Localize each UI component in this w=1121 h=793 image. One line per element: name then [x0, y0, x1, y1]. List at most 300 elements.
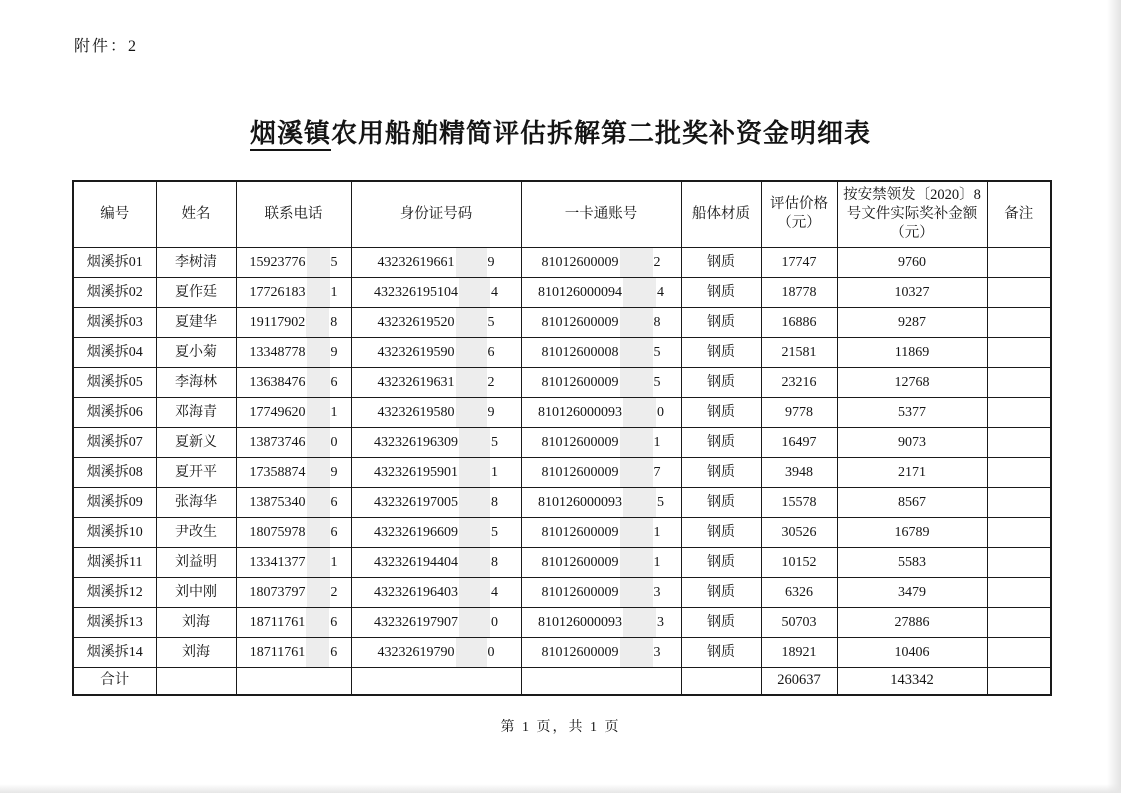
cell-remark: [987, 277, 1051, 307]
cell-remark: [987, 307, 1051, 337]
total-phone-cell: [236, 667, 351, 695]
cell-price: 21581: [761, 337, 837, 367]
cell-subsidy: 10406: [837, 637, 987, 667]
cell-phone: [236, 247, 351, 277]
cell-subsidy: 11869: [837, 337, 987, 367]
redaction-mask: [620, 368, 653, 397]
cell-phone-content: [239, 518, 349, 547]
cell-no: 烟溪拆08: [73, 457, 156, 487]
cell-phone: [236, 487, 351, 517]
cell-remark: [987, 367, 1051, 397]
cell-phone-visible-prefix: 13873746: [249, 434, 306, 450]
total-price: 260637: [761, 667, 837, 695]
page-number: 第 1 页，共 1 页: [500, 720, 621, 735]
cell-no: 烟溪拆10: [73, 517, 156, 547]
cell-id-number-content: [354, 548, 519, 577]
cell-id-number-content: [354, 368, 519, 397]
cell-account-visible-prefix: 81012600009: [541, 464, 619, 480]
cell-account-visible-prefix: 810126000093: [538, 614, 622, 630]
cell-account: [521, 487, 681, 517]
redaction-mask: [459, 488, 490, 517]
cell-phone: [236, 547, 351, 577]
redaction-mask: [456, 398, 487, 427]
redaction-mask: [307, 368, 330, 397]
redaction-mask: [459, 608, 490, 637]
cell-phone: [236, 397, 351, 427]
cell-remark: [987, 517, 1051, 547]
cell-phone-visible-suffix: 0: [330, 434, 338, 450]
cell-phone-visible-prefix: 18711761: [249, 614, 306, 630]
cell-phone-content: [239, 578, 349, 607]
cell-name: 刘益明: [156, 547, 236, 577]
table-footer: [73, 667, 1051, 695]
cell-account: [521, 367, 681, 397]
cell-id-number-visible-prefix: 432326196403: [374, 584, 458, 600]
cell-account-visible-prefix: 810126000093: [538, 404, 622, 420]
cell-phone-content: [239, 278, 349, 307]
cell-phone-visible-prefix: 19117902: [249, 314, 306, 330]
cell-account: [521, 277, 681, 307]
redaction-mask: [456, 338, 487, 367]
cell-account-visible-prefix: 810126000093: [538, 494, 622, 510]
col-header-subsidy: 按安禁领发〔2020〕8号文件实际奖补金额（元）: [837, 181, 987, 247]
cell-id-number-content: [354, 638, 519, 667]
redaction-mask: [307, 248, 330, 277]
redaction-mask: [620, 428, 653, 457]
cell-no: 烟溪拆07: [73, 427, 156, 457]
col-header-account: 一卡通账号: [521, 181, 681, 247]
redaction-mask: [620, 578, 653, 607]
table-row: [73, 517, 1051, 547]
cell-no: 烟溪拆11: [73, 547, 156, 577]
cell-id-number-visible-prefix: 432326197907: [374, 614, 458, 630]
cell-name: 刘海: [156, 607, 236, 637]
cell-id-number-visible-suffix: 0: [491, 614, 498, 630]
cell-phone-visible-prefix: 15923776: [249, 254, 306, 270]
cell-phone-visible-prefix: 17749620: [249, 404, 306, 420]
cell-account-content: [524, 638, 679, 667]
cell-price: 9778: [761, 397, 837, 427]
col-header-name: 姓名: [156, 181, 236, 247]
cell-account-visible-prefix: 81012600009: [541, 524, 619, 540]
cell-phone-content: [239, 428, 349, 457]
cell-account: [521, 517, 681, 547]
redaction-mask: [459, 278, 490, 307]
cell-price: 23216: [761, 367, 837, 397]
redaction-mask: [459, 428, 490, 457]
cell-id-number: [351, 517, 521, 547]
cell-id-number-visible-suffix: 5: [491, 524, 498, 540]
cell-price: 50703: [761, 607, 837, 637]
cell-subsidy: 9760: [837, 247, 987, 277]
redaction-mask: [459, 458, 490, 487]
table-row: [73, 487, 1051, 517]
cell-account-content: [524, 368, 679, 397]
cell-price: 3948: [761, 457, 837, 487]
cell-account-visible-prefix: 81012600009: [541, 254, 619, 270]
cell-account-visible-suffix: 5: [653, 374, 661, 390]
table-row: [73, 607, 1051, 637]
cell-name: 夏建华: [156, 307, 236, 337]
table-row: [73, 427, 1051, 457]
total-id-cell: [351, 667, 521, 695]
cell-phone-visible-prefix: 13875340: [249, 494, 306, 510]
redaction-mask: [456, 308, 487, 337]
cell-phone-visible-prefix: 18075978: [249, 524, 306, 540]
cell-account-visible-suffix: 8: [653, 314, 661, 330]
cell-name: 李海林: [156, 367, 236, 397]
cell-id-number-content: [354, 278, 519, 307]
cell-id-number-visible-suffix: 1: [491, 464, 498, 480]
table-row: [73, 577, 1051, 607]
col-header-phone: 联系电话: [236, 181, 351, 247]
cell-id-number-content: [354, 308, 519, 337]
table-row: [73, 337, 1051, 367]
cell-name: 夏新义: [156, 427, 236, 457]
cell-name: 邓海青: [156, 397, 236, 427]
cell-account-visible-suffix: 1: [653, 524, 661, 540]
cell-id-number-visible-suffix: 6: [487, 344, 495, 360]
cell-name: 夏开平: [156, 457, 236, 487]
cell-phone-content: [239, 368, 349, 397]
cell-id-number-content: [354, 458, 519, 487]
redaction-mask: [620, 458, 653, 487]
cell-id-number: [351, 547, 521, 577]
cell-account-content: [524, 578, 679, 607]
cell-price: 15578: [761, 487, 837, 517]
total-row: [73, 667, 1051, 695]
cell-phone-visible-prefix: 17726183: [249, 284, 306, 300]
cell-account: [521, 337, 681, 367]
cell-id-number-visible-suffix: 4: [491, 584, 498, 600]
cell-price: 10152: [761, 547, 837, 577]
redaction-mask: [620, 308, 653, 337]
redaction-mask: [623, 278, 656, 307]
cell-account-visible-suffix: 0: [657, 404, 664, 420]
cell-phone-visible-prefix: 17358874: [249, 464, 306, 480]
cell-account-visible-suffix: 2: [653, 254, 661, 270]
cell-material: 钢质: [681, 517, 761, 547]
cell-account-visible-prefix: 81012600009: [541, 644, 619, 660]
cell-id-number-visible-prefix: 432326195104: [374, 284, 458, 300]
cell-phone-visible-suffix: 6: [330, 494, 338, 510]
cell-no: 烟溪拆13: [73, 607, 156, 637]
cell-phone: [236, 427, 351, 457]
cell-account-content: [524, 428, 679, 457]
table-row: [73, 277, 1051, 307]
cell-remark: [987, 397, 1051, 427]
cell-no: 烟溪拆12: [73, 577, 156, 607]
cell-material: 钢质: [681, 367, 761, 397]
cell-account-content: [524, 398, 679, 427]
cell-phone-visible-suffix: 8: [330, 314, 338, 330]
table-row: [73, 457, 1051, 487]
cell-account-visible-suffix: 3: [653, 584, 661, 600]
cell-id-number-visible-prefix: 43232619520: [377, 314, 455, 330]
redaction-mask: [456, 248, 487, 277]
cell-id-number-visible-suffix: 5: [491, 434, 498, 450]
cell-no: 烟溪拆09: [73, 487, 156, 517]
total-material-cell: [681, 667, 761, 695]
cell-name: 夏作廷: [156, 277, 236, 307]
cell-phone: [236, 577, 351, 607]
cell-material: 钢质: [681, 397, 761, 427]
cell-subsidy: 2171: [837, 457, 987, 487]
cell-price: 18778: [761, 277, 837, 307]
cell-id-number-content: [354, 608, 519, 637]
cell-id-number-visible-prefix: 43232619790: [377, 644, 455, 660]
cell-account-visible-suffix: 3: [653, 644, 661, 660]
cell-material: 钢质: [681, 307, 761, 337]
redaction-mask: [306, 308, 329, 337]
cell-id-number: [351, 427, 521, 457]
cell-phone-content: [239, 458, 349, 487]
cell-phone-visible-suffix: 6: [330, 374, 338, 390]
cell-no: 烟溪拆05: [73, 367, 156, 397]
table-row: [73, 367, 1051, 397]
cell-phone-visible-prefix: 18073797: [249, 584, 306, 600]
redaction-mask: [623, 488, 656, 517]
cell-id-number: [351, 607, 521, 637]
cell-price: 18921: [761, 637, 837, 667]
cell-id-number-content: [354, 488, 519, 517]
redaction-mask: [307, 338, 330, 367]
cell-name: 夏小菊: [156, 337, 236, 367]
redaction-mask: [459, 578, 490, 607]
cell-id-number: [351, 637, 521, 667]
cell-phone-visible-prefix: 13341377: [249, 554, 306, 570]
redaction-mask: [620, 548, 653, 577]
cell-phone-visible-suffix: 2: [330, 584, 338, 600]
cell-id-number-visible-prefix: 43232619580: [377, 404, 455, 420]
cell-subsidy: 27886: [837, 607, 987, 637]
cell-price: 16497: [761, 427, 837, 457]
cell-no: 烟溪拆03: [73, 307, 156, 337]
page-title-underlined-part: 烟溪镇: [250, 119, 331, 151]
cell-id-number: [351, 247, 521, 277]
cell-phone: [236, 637, 351, 667]
cell-phone: [236, 457, 351, 487]
redaction-mask: [307, 578, 330, 607]
cell-material: 钢质: [681, 577, 761, 607]
cell-phone-content: [239, 638, 349, 667]
subsidy-detail-table: [72, 180, 1052, 696]
cell-id-number-visible-prefix: 432326196609: [374, 524, 458, 540]
cell-remark: [987, 547, 1051, 577]
total-account-cell: [521, 667, 681, 695]
cell-id-number-content: [354, 398, 519, 427]
cell-account: [521, 607, 681, 637]
cell-material: 钢质: [681, 457, 761, 487]
cell-subsidy: 9073: [837, 427, 987, 457]
cell-phone: [236, 607, 351, 637]
redaction-mask: [307, 458, 330, 487]
cell-phone-visible-prefix: 18711761: [249, 644, 306, 660]
cell-phone-visible-prefix: 13348778: [249, 344, 306, 360]
total-label: 合计: [73, 667, 156, 695]
redaction-mask: [306, 608, 329, 637]
cell-phone-content: [239, 608, 349, 637]
redaction-mask: [459, 518, 490, 547]
cell-remark: [987, 337, 1051, 367]
cell-phone: [236, 367, 351, 397]
cell-account: [521, 637, 681, 667]
cell-name: 刘海: [156, 637, 236, 667]
cell-id-number: [351, 277, 521, 307]
cell-material: 钢质: [681, 547, 761, 577]
cell-phone-visible-prefix: 13638476: [249, 374, 306, 390]
cell-account-visible-prefix: 81012600009: [541, 554, 619, 570]
cell-account-visible-prefix: 810126000094: [538, 284, 622, 300]
cell-account-content: [524, 248, 679, 277]
total-subsidy: 143342: [837, 667, 987, 695]
cell-price: 30526: [761, 517, 837, 547]
cell-phone-visible-suffix: 6: [330, 524, 338, 540]
cell-id-number: [351, 307, 521, 337]
col-header-id-number: 身份证号码: [351, 181, 521, 247]
redaction-mask: [623, 608, 656, 637]
cell-remark: [987, 577, 1051, 607]
redaction-mask: [456, 638, 487, 667]
cell-phone-content: [239, 398, 349, 427]
redaction-mask: [623, 398, 656, 427]
cell-material: 钢质: [681, 487, 761, 517]
cell-id-number-visible-suffix: 4: [491, 284, 498, 300]
cell-id-number-visible-suffix: 9: [487, 254, 495, 270]
cell-id-number-visible-suffix: 0: [487, 644, 495, 660]
cell-phone-visible-suffix: 1: [330, 284, 338, 300]
col-header-no: 编号: [73, 181, 156, 247]
redaction-mask: [307, 518, 330, 547]
cell-phone: [236, 337, 351, 367]
cell-account-content: [524, 518, 679, 547]
cell-remark: [987, 487, 1051, 517]
cell-account-visible-suffix: 7: [653, 464, 661, 480]
table-row: [73, 547, 1051, 577]
table-body: [73, 247, 1051, 667]
cell-account-visible-suffix: 3: [657, 614, 664, 630]
cell-remark: [987, 637, 1051, 667]
cell-id-number-visible-suffix: 9: [487, 404, 495, 420]
page-title: [0, 113, 1121, 150]
attachment-label: 附件：2: [74, 38, 139, 55]
cell-account: [521, 577, 681, 607]
redaction-mask: [307, 548, 330, 577]
cell-id-number-content: [354, 428, 519, 457]
cell-account-content: [524, 308, 679, 337]
cell-id-number-content: [354, 578, 519, 607]
cell-subsidy: 9287: [837, 307, 987, 337]
cell-subsidy: 16789: [837, 517, 987, 547]
cell-price: 6326: [761, 577, 837, 607]
cell-account: [521, 547, 681, 577]
cell-account-visible-suffix: 5: [653, 344, 661, 360]
redaction-mask: [307, 488, 330, 517]
cell-phone-visible-suffix: 1: [330, 554, 338, 570]
cell-account: [521, 397, 681, 427]
cell-id-number-content: [354, 248, 519, 277]
cell-account-content: [524, 608, 679, 637]
cell-subsidy: 5377: [837, 397, 987, 427]
cell-account-visible-suffix: 1: [653, 434, 661, 450]
redaction-mask: [620, 518, 653, 547]
cell-phone-content: [239, 488, 349, 517]
cell-material: 钢质: [681, 637, 761, 667]
cell-no: 烟溪拆04: [73, 337, 156, 367]
cell-id-number-visible-prefix: 43232619590: [377, 344, 455, 360]
cell-id-number-visible-prefix: 432326197005: [374, 494, 458, 510]
cell-id-number-visible-prefix: 432326196309: [374, 434, 458, 450]
cell-id-number-visible-suffix: 8: [491, 494, 498, 510]
cell-id-number: [351, 457, 521, 487]
total-remark-cell: [987, 667, 1051, 695]
cell-phone-visible-suffix: 9: [330, 464, 338, 480]
cell-subsidy: 10327: [837, 277, 987, 307]
total-name-cell: [156, 667, 236, 695]
redaction-mask: [307, 428, 330, 457]
redaction-mask: [307, 398, 330, 427]
cell-account: [521, 247, 681, 277]
cell-account-visible-suffix: 4: [657, 284, 664, 300]
cell-phone-content: [239, 308, 349, 337]
cell-account-content: [524, 548, 679, 577]
redaction-mask: [307, 278, 330, 307]
redaction-mask: [456, 368, 487, 397]
col-header-remark: 备注: [987, 181, 1051, 247]
cell-account: [521, 457, 681, 487]
cell-id-number-visible-suffix: 8: [491, 554, 498, 570]
cell-account-visible-prefix: 81012600009: [541, 584, 619, 600]
cell-account-visible-prefix: 81012600009: [541, 314, 619, 330]
cell-id-number-visible-suffix: 2: [487, 374, 495, 390]
cell-price: 16886: [761, 307, 837, 337]
cell-phone: [236, 277, 351, 307]
cell-account-visible-suffix: 1: [653, 554, 661, 570]
cell-phone-content: [239, 338, 349, 367]
cell-id-number: [351, 367, 521, 397]
cell-phone: [236, 517, 351, 547]
cell-name: 李树清: [156, 247, 236, 277]
cell-id-number-visible-prefix: 432326194404: [374, 554, 458, 570]
cell-subsidy: 3479: [837, 577, 987, 607]
cell-phone-visible-suffix: 6: [330, 644, 338, 660]
page-title-rest: 农用船舶精简评估拆解第二批奖补资金明细表: [331, 119, 872, 148]
col-header-price: 评估价格（元）: [761, 181, 837, 247]
cell-phone: [236, 307, 351, 337]
cell-phone-content: [239, 548, 349, 577]
redaction-mask: [459, 548, 490, 577]
cell-remark: [987, 607, 1051, 637]
cell-id-number: [351, 487, 521, 517]
cell-phone-content: [239, 248, 349, 277]
cell-name: 刘中刚: [156, 577, 236, 607]
cell-account-content: [524, 458, 679, 487]
redaction-mask: [306, 638, 329, 667]
scan-edge-right: [1107, 0, 1121, 793]
cell-name: 尹改生: [156, 517, 236, 547]
cell-material: 钢质: [681, 277, 761, 307]
table-row: [73, 397, 1051, 427]
cell-no: 烟溪拆14: [73, 637, 156, 667]
cell-no: 烟溪拆02: [73, 277, 156, 307]
cell-remark: [987, 247, 1051, 277]
scan-edge-bottom: [0, 784, 1121, 793]
cell-material: 钢质: [681, 427, 761, 457]
cell-name: 张海华: [156, 487, 236, 517]
cell-price: 17747: [761, 247, 837, 277]
cell-material: 钢质: [681, 607, 761, 637]
cell-subsidy: 5583: [837, 547, 987, 577]
